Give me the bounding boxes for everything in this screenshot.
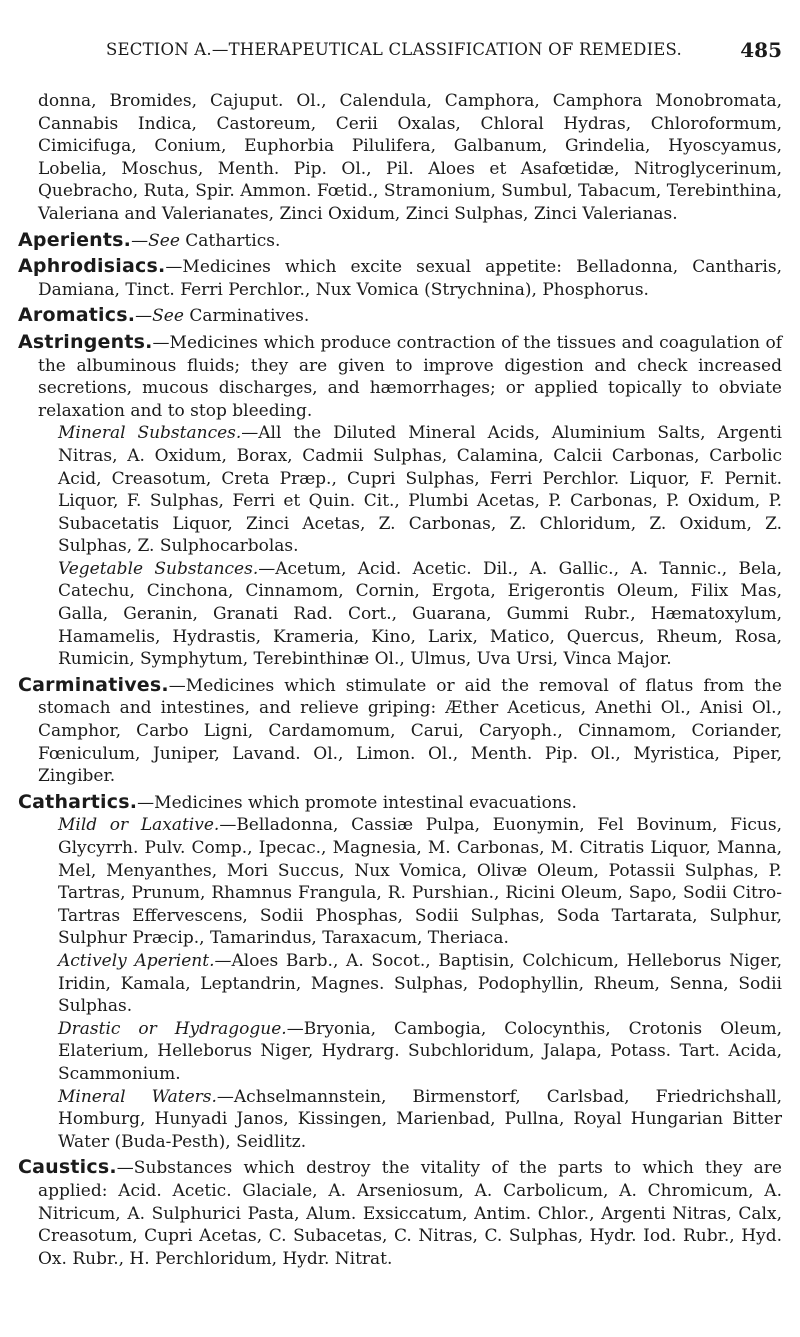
book-page <box>18 0 784 1337</box>
cathartics-drastic <box>18 1018 782 1086</box>
entry-text: —Medicines which excite sexual appetite: Belladonna, Cantharis, Damiana, Tinct. Ferri Perchlor., Nux Vomica (Strychnina), Phosphorus. <box>38 257 782 300</box>
entry-astringents <box>18 331 782 422</box>
entry-text: —Medicines which produce contraction of the tissues and coagulation of the albuminous fluids; they are given to improve digestion and check increased secretions, mucous discharges, and hæmorrhages; or applied topically to obviate relaxation and to stop bleeding. <box>38 332 782 421</box>
entry-term: Cathartics. <box>18 790 138 813</box>
entry-term: Carminatives. <box>18 673 169 696</box>
subheading: Mineral Substances. <box>58 423 242 444</box>
entry-term: Aphrodisiacs. <box>18 255 166 278</box>
continuation-paragraph: donna, Bromides, Cajuput. Ol., Calendula, Camphora, Camphora Monobromata, Cannabis Indica, Castoreum, Cerii Oxalas, Chloral Hydras, Chloroformum, Cimicifuga, Conium, Euphorbia Pilulifera, Galbanum, Grindelia, Hyoscyamus, Lobelia, Moschus, Menth. Pip. Ol., Pil. Aloes et Asafœtidæ, Nitroglycerinum, Quebracho, Ruta, Spir. Ammon. Fœtid., Stramonium, Sumbul, Tabacum, Terebinthina, Valeriana and Valerianates, Zinci Oxidum, Zinci Sulphas, Zinci Valerianas. <box>38 91 782 224</box>
subheading: Mild or Laxative. <box>58 815 220 836</box>
entry-dash: — <box>131 230 149 251</box>
entry-text: —Medicines which promote intestinal evacuations. <box>137 792 577 813</box>
entry-term: Astringents. <box>18 330 153 353</box>
entry-aphrodisiacs <box>18 255 782 301</box>
subheading: Actively Aperient. <box>58 950 215 971</box>
entry-dash: — <box>135 306 153 327</box>
subheading: Drastic or Hydragogue. <box>58 1018 287 1039</box>
running-header <box>18 40 784 70</box>
entry-aromatics <box>18 304 782 328</box>
subentry-text: —Achselmannstein, Birmenstorf, Carlsbad, Friedrichshall, Homburg, Hunyadi Janos, Kissingen, Marienbad, Pullna, Royal Hungarian Bitter Water (Buda-Pesth), Seidlitz. <box>58 1086 782 1152</box>
page-body <box>18 90 782 1270</box>
entry-aperients <box>18 229 782 253</box>
astringents-vegetable <box>18 558 782 671</box>
entry-term: Caustics. <box>18 1156 117 1179</box>
entry-term: Aromatics. <box>18 304 136 327</box>
entry-caustics <box>18 1156 782 1270</box>
subentry-text: —Belladonna, Cassiæ Pulpa, Euonymin, Fel Bovinum, Ficus, Glycyrrh. Pulv. Comp., Ipecac., Magnesia, M. Carbonas, M. Citratis Liquor, Manna, Mel, Menyanthes, Mori Succus, Nux Vomica, Olivæ Oleum, Potassii Sulphas, P. Tartras, Prunum, Rhamnus Frangula, R. Purshian., Ricini Oleum, Sapo, Sodii Citro-Tartras Effervescens, Sodii Phosphas, Sodii Sulphas, Soda Tartarata, Sulphur, Sulphur Præcip., Tamarindus, Taraxacum, Theriaca. <box>58 815 782 949</box>
see-label: See <box>152 306 184 327</box>
subentry-text: —Acetum, Acid. Acetic. Dil., A. Gallic., A. Tannic., Bela, Catechu, Cinchona, Cinnamom, Cornin, Ergota, Erigerontis Oleum, Filix Mas, Galla, Geranin, Granati Rad. Cort., Guarana, Gummi Rubr., Hæmatoxylum, Hamamelis, Hydrastis, Krameria, Kino, Larix, Matico, Quercus, Rheum, Rosa, Rumicin, Symphytum, Terebinthinæ Ol., Ulmus, Uva Ursi, Vinca Major. <box>58 558 783 670</box>
cathartics-waters <box>18 1086 782 1154</box>
entry-carminatives <box>18 674 782 788</box>
entry-text: —Medicines which stimulate or aid the removal of flatus from the stomach and intestines, and relieve griping: Æther Aceticus, Anethi Ol., Anisi Ol., Camphor, Carbo Ligni, Cardamomum, Carui, Caryoph., Cinnamom, Coriander, Fœniculum, Juniper, Lavand. Ol., Limon. Ol., Menth. Pip. Ol., Myristica, Piper, Zingiber. <box>38 675 782 787</box>
entry-cathartics <box>18 791 782 815</box>
subheading: Mineral Waters. <box>58 1086 217 1107</box>
subheading: Vegetable Substances. <box>58 558 259 579</box>
see-label: See <box>148 230 180 251</box>
page-number: 485 <box>740 38 782 62</box>
astringents-mineral <box>18 422 782 558</box>
entry-term: Aperients. <box>18 228 132 251</box>
subentry-text: —Bryonia, Cambogia, Colocynthis, Crotonis Oleum, Elaterium, Helleborus Niger, Hydrarg. Subchloridum, Jalapa, Potass. Tart. Acida, Scammonium. <box>58 1018 782 1084</box>
cross-reference: Cathartics. <box>179 230 281 251</box>
entry-text: —Substances which destroy the vitality of the parts to which they are applied: Acid. Acetic. Glaciale, A. Arseniosum, A. Carbolicum, A. Chromicum, A. Nitricum, A. Sulphurici Pasta, Alum. Exsiccatum, Antim. Chlor., Argenti Nitras, Calx, Creasotum, Cupri Acetas, C. Subacetas, C. Nitras, C. Sulphas, Hydr. Iod. Rubr., Hyd. Ox. Rubr., H. Perchloridum, Hydr. Nitrat. <box>38 1158 782 1269</box>
cross-reference: Carminatives. <box>183 306 310 327</box>
cathartics-mild <box>18 814 782 950</box>
subentry-text: —Aloes Barb., A. Socot., Baptisin, Colchicum, Helleborus Niger, Iridin, Kamala, Leptandrin, Magnes. Sulphas, Podophyllin, Rheum, Senna, Sodii Sulphas. <box>58 950 782 1017</box>
cathartics-active <box>18 950 782 1018</box>
section-title: SECTION A.—THERAPEUTICAL CLASSIFICATION OF REMEDIES. <box>106 40 682 59</box>
subentry-text: —All the Diluted Mineral Acids, Aluminium Salts, Argenti Nitras, A. Oxidum, Borax, Cadmii Sulphas, Calamina, Calcii Carbonas, Carbolic Acid, Creasotum, Creta Præp., Cupri Sulphas, Ferri Perchlor. Liquor, F. Pernit. Liquor, F. Sulphas, Ferri et Quin. Cit., Plumbi Acetas, P. Carbonas, P. Oxidum, P. Subacetatis Liquor, Zinci Acetas, Z. Carbonas, Z. Chloridum, Z. Oxidum, Z. Sulphas, Z. Sulphocarbolas. <box>58 423 782 557</box>
